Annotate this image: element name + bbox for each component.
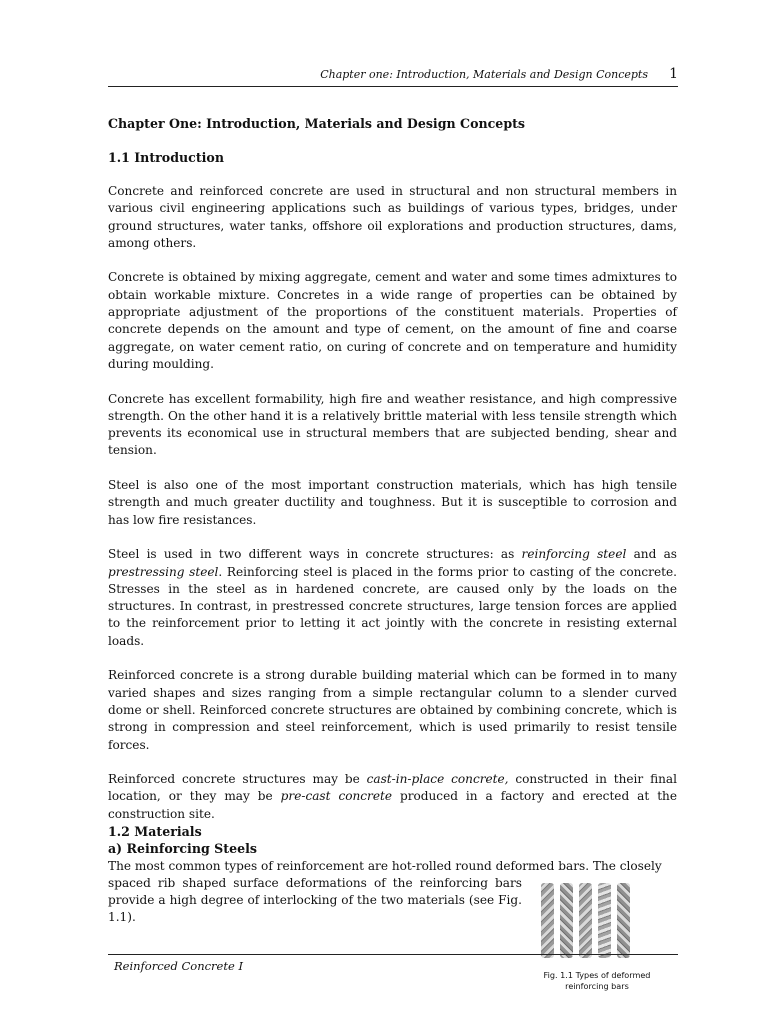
- page-header: [108, 66, 678, 87]
- rebar-image: [538, 883, 658, 958]
- paragraph-5: Steel is used in two different ways in concrete structures: as reinforcing steel and as prestressing steel. Reinforcing steel is placed in the forms prior to casting of the concrete. Stresses in the steel as in hardened concrete, are caused only by the loads on the structures. In contrast, in prestressed concrete structures, large tension forces are applied to the reinforcement prior to letting it act jointly with the concrete in resisting external loads.: [108, 547, 677, 648]
- rebar-4: [598, 883, 611, 958]
- paragraph-2: Concrete is obtained by mixing aggregate, cement and water and some times admixtures to obtain workable mixture. Concretes in a wide range of properties can be obtained by appropriate adjustment of the proportions of the constituent materials. Properties of concrete depends on the amount and type of cement, on the amount of fine and coarse aggregate, on water cement ratio, on curing of concrete and on temperature and humidity during moulding.: [108, 270, 677, 371]
- page-content: [108, 116, 677, 991]
- paragraph-7: Reinforced concrete structures may be cast-in-place concrete, constructed in their final location, or they may be pre-cast concrete produced in a factory and erected at the construction site.: [108, 772, 677, 821]
- paragraph-4: Steel is also one of the most important construction materials, which has high tensile strength and much greater ductility and toughness. But it is susceptible to corrosion and has low fire resistances.: [108, 478, 677, 527]
- page-footer: [108, 954, 678, 973]
- subsection-heading-reinforcing-steels: a) Reinforcing Steels: [108, 841, 257, 857]
- rebar-1: [541, 883, 554, 958]
- rebar-5: [617, 883, 630, 958]
- paragraph-6: Reinforced concrete is a strong durable building material which can be formed in to many varied shapes and sizes ranging from a simple rectangular column to a slender curved dome or shell. Reinforced concrete structures are obtained by combining concrete, which is strong in compression and steel reinforcement, which is used primarily to resist tensile forces.: [108, 668, 677, 752]
- footer-text: Reinforced Concrete I: [114, 959, 243, 973]
- paragraph-1: Concrete and reinforced concrete are used in structural and non structural members in various civil engineering applications such as buildings of various types, bridges, under ground structures, water tanks, offshore oil explorations and production structures, dams, among others.: [108, 184, 677, 250]
- figure-caption: Fig. 1.1 Types of deformed reinforcing bars: [543, 969, 651, 991]
- figure-deformed-bars: [538, 883, 658, 992]
- paragraph-materials-1: The most common types of reinforcement are hot-rolled round deformed bars. The closely: [108, 858, 662, 873]
- rebar-2: [560, 883, 573, 958]
- rebar-3: [579, 883, 592, 958]
- term-prestressing-steel: prestressing steel: [108, 564, 219, 579]
- page-number: 1: [669, 66, 678, 82]
- section-heading-introduction: 1.1 Introduction: [108, 150, 224, 165]
- term-cast-in-place: cast-in-place concrete,: [366, 772, 509, 787]
- term-pre-cast: pre-cast concrete: [280, 789, 393, 804]
- term-reinforcing-steel: reinforcing steel: [521, 547, 627, 562]
- header-title: Chapter one: Introduction, Materials and Design Concepts: [320, 68, 648, 81]
- paragraph-materials-2: spaced rib shaped surface deformations of the reinforcing bars provide a high degree of interlocking of the two materials (see Fig. 1.1).: [108, 875, 522, 925]
- paragraph-3: Concrete has excellent formability, high fire and weather resistance, and high compressive strength. On the other hand it is a relatively brittle material with less tensile strength which prevents its economical use in structural members that are subjected bending, shear and tension.: [108, 391, 677, 458]
- chapter-title: Chapter One: Introduction, Materials and Design Concepts: [108, 116, 526, 131]
- section-heading-materials: 1.2 Materials: [108, 823, 202, 839]
